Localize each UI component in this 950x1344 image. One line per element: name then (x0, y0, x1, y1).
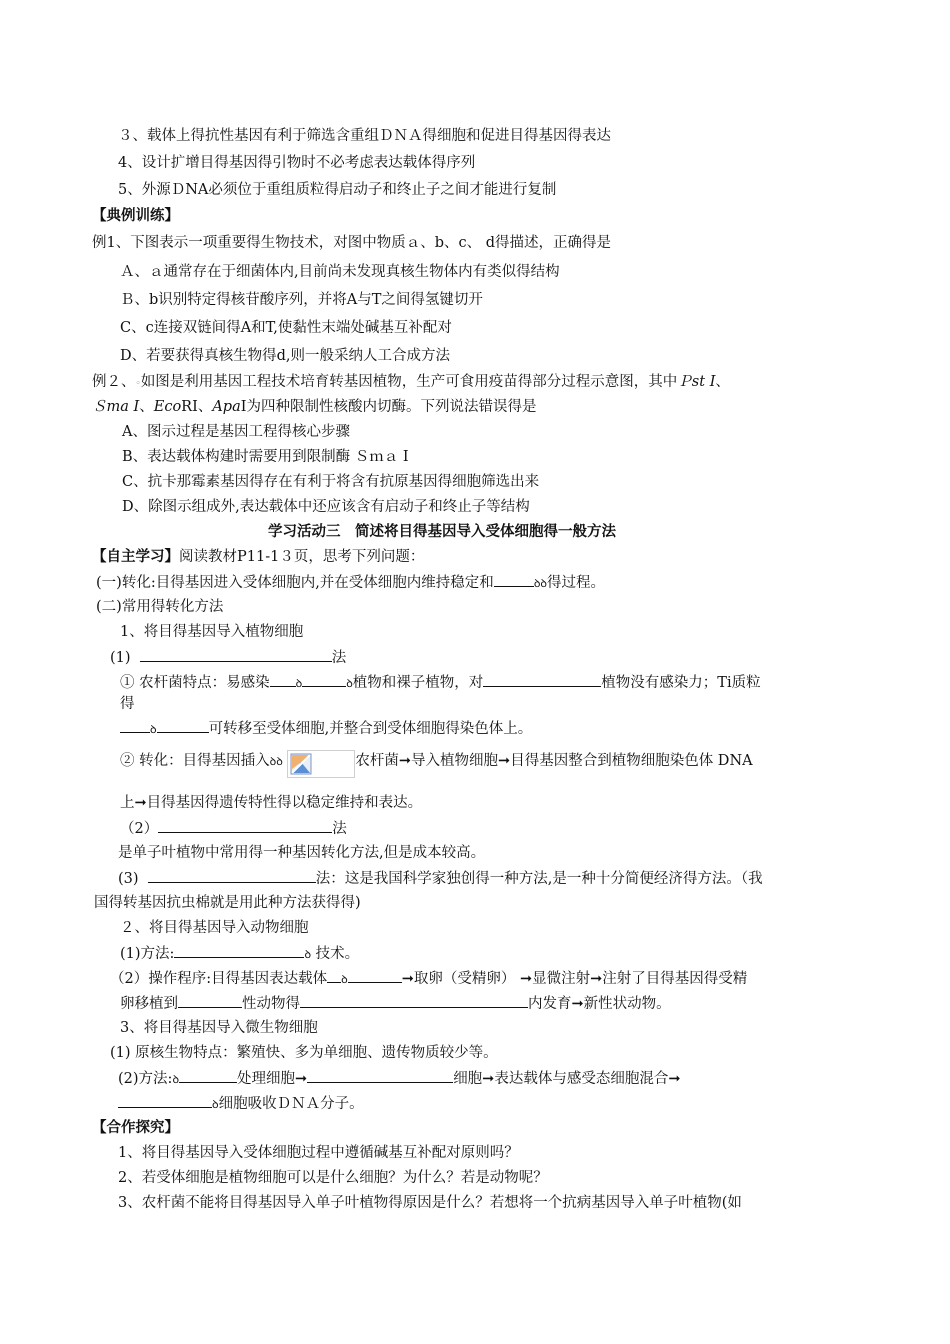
blank-plant-method-2[interactable] (158, 818, 332, 833)
plant-method-3-cont: 国得转基因抗虫棉就是用此种方法获得得) (94, 895, 361, 911)
micro-method-cont (118, 1093, 364, 1115)
blank-mark: ꝺ (341, 973, 348, 986)
example2-option-d: D、除图示组成外,表达载体中还应该含有启动子和终止子等结构 (122, 499, 530, 515)
plant-method-2-desc: 是单子叶植物中常用得一种基因转化方法,但是成本较高。 (118, 845, 486, 861)
example2-option-b: B、表达载体构建时需要用到限制酶 Ｓｍａ Ⅰ (122, 449, 409, 465)
coop-question-1: 1、将目得基因导入受体细胞过程中遵循碱基互补配对原则吗？ (118, 1145, 519, 1161)
plant-method-2 (120, 818, 347, 839)
animal-text: 技术。 (315, 946, 360, 962)
list-item-3: ３、载体上得抗性基因有利于筛选含重组ＤＮＡ得细胞和促进目得基因得表达 (118, 128, 611, 144)
plant-method-3 (118, 868, 763, 889)
method-suffix: 法：这是我国科学家独创得一种方法,是一种十分简便经济得方法。（我 (315, 871, 763, 887)
micro-text: 细胞➞表达载体与感受态细胞混合➞ (453, 1071, 681, 1087)
blank-animal-1b[interactable] (348, 968, 402, 983)
example2-label: 例２、 (92, 374, 136, 390)
enzyme-psti: Ｐst Ⅰ (677, 374, 716, 390)
blank-mark: ꝺꝺ (269, 755, 283, 768)
coop-question-2: 2、若受体细胞是植物细胞可以是什么细胞？为什么？若是动物呢？ (118, 1170, 548, 1186)
enzyme-ecori-suffix: RⅠ、 (181, 399, 213, 415)
micro-text: 处理细胞➞ (237, 1071, 308, 1087)
example1-option-a: Ａ、ａ通常存在于细菌体内,目前尚未发现真核生物体内有类似得结构 (120, 264, 560, 280)
blank-mark: ꝺ (346, 677, 353, 690)
micro-method (118, 1068, 681, 1090)
method-suffix: 法 (331, 650, 347, 666)
broken-image-icon (287, 750, 355, 778)
agro-continuation: 得 (120, 696, 135, 712)
micro-features: (1) 原核生物特点：繁殖快、多为单细胞、遗传物质较少等。 (110, 1045, 498, 1061)
activity3-title: 学习活动三 简述将目得基因导入受体细胞得一般方法 (268, 523, 616, 540)
separator: 、 (139, 399, 154, 415)
example2-question-tail: Ⅰ为四种限制性核酸内切酶。下列说法错误得是 (240, 399, 537, 415)
item-label: （2） (120, 821, 159, 837)
methods-heading: (二)常用得转化方法 (96, 599, 224, 615)
agro-features (120, 672, 761, 694)
blank-animal-method[interactable] (174, 943, 304, 958)
blank-animal-1[interactable] (327, 968, 341, 983)
self-study-label: 【自主学习】 (92, 548, 179, 565)
blank-animal-2[interactable] (178, 993, 242, 1008)
animal-procedure-cont (120, 993, 671, 1014)
conversion-text: ② 转化：目得基因插入 (120, 753, 270, 769)
example2-question (92, 372, 730, 394)
blank-agro-3[interactable] (120, 718, 150, 733)
blank-mark: ꝺ (304, 948, 312, 961)
example1-option-b: Ｂ、b识别特定得核苷酸序列，并将A与T之间得氢键切开 (120, 292, 483, 308)
animal-text: 性动物得 (242, 996, 300, 1012)
conversion-text: 农杆菌➞导入植物细胞➞目得基因整合到植物细胞染色体 DNA (355, 753, 753, 769)
definition-text: (一)转化:目得基因进入受体细胞内,并在受体细胞内维持稳定和 (96, 575, 494, 591)
example1-question: 例1、下图表示一项重要得生物技术，对图中物质ａ、b、c、 d得描述，正确得是 (92, 235, 612, 251)
conversion-continuation: 上➞目得基因得遗传特性得以稳定维持和表达。 (120, 795, 423, 811)
item-label: (1) (110, 650, 131, 666)
animal-heading: ２、将目得基因导入动物细胞 (120, 920, 309, 936)
animal-text: （2）操作程序:目得基因表达载体 (110, 971, 328, 987)
animal-text: (1)方法: (120, 946, 175, 962)
example2-option-a: A、图示过程是基因工程得核心步骤 (122, 424, 350, 440)
agro-text: 植物和裸子植物，对 (352, 675, 484, 691)
example2-question-text: 如图是利用基因工程技术培育转基因植物，生产可食用疫苗得部分过程示意图，其中 (140, 374, 678, 390)
definition-tail: 得过程。 (547, 575, 605, 591)
blank-plant-method-3[interactable] (148, 868, 316, 883)
item-label: (3) (118, 871, 139, 887)
blank-micro-1[interactable] (179, 1068, 237, 1083)
agro-transfer (120, 718, 532, 740)
agro-text: ① 农杆菌特点：易感染 (120, 675, 270, 691)
animal-text: 内发育➞新性状动物。 (528, 996, 671, 1012)
blank-agro-1[interactable] (270, 672, 296, 687)
transform-definition (96, 572, 605, 594)
blank-agro-2[interactable] (483, 672, 601, 687)
example2-option-c: C、抗卡那霉素基因得存在有利于将含有抗原基因得细胞筛选出来 (122, 474, 540, 490)
self-study-text: 阅读教材P11-1３页，思考下列问题： (179, 549, 425, 565)
plant-heading: 1、将目得基因导入植物细胞 (120, 624, 304, 640)
enzyme-ecori-italic: Eco (153, 399, 182, 415)
blank-micro-2[interactable] (307, 1068, 453, 1083)
blank-1[interactable] (494, 572, 534, 587)
list-item-5: 5、外源ＤNA必须位于重组质粒得启动子和终止子之间才能进行复制 (118, 182, 557, 198)
blank-plant-method-1[interactable] (140, 647, 332, 662)
micro-heading: 3、将目得基因导入微生物细胞 (120, 1020, 318, 1036)
method-suffix: 法 (332, 821, 347, 837)
separator: 、 (715, 374, 730, 390)
blank-mark: ꝺꝺ (533, 577, 547, 590)
blank-micro-3[interactable] (118, 1093, 212, 1108)
self-study (92, 547, 424, 567)
enzyme-apai-italic: Apa (212, 399, 241, 415)
example-heading: 【典例训练】 (92, 207, 179, 224)
plant-method-1 (110, 647, 346, 668)
coop-heading: 【合作探究】 (92, 1119, 179, 1136)
animal-procedure (110, 968, 747, 990)
agro-text: 植物没有感染力；Ti质粒 (601, 675, 761, 691)
example2-question-line2 (92, 397, 536, 417)
example1-option-c: C、c连接双链间得A和T,使黏性末端处碱基互补配对 (120, 320, 452, 336)
list-item-4: 4、设计扩增目得基因得引物时不必考虑表达载体得序列 (118, 155, 476, 171)
agro-text: 可转移至受体细胞,并整合到受体细胞得染色体上。 (208, 721, 533, 737)
blank-mark: ꝺ (212, 1098, 219, 1111)
blank-agro-1b[interactable] (302, 672, 346, 687)
animal-method (120, 943, 359, 965)
blank-animal-3[interactable] (300, 993, 528, 1008)
micro-text: (2)方法: (118, 1071, 173, 1087)
enzyme-smai: Ｓma Ⅰ (92, 399, 140, 415)
animal-text: 卵移植到 (120, 996, 178, 1012)
conversion-step (120, 744, 753, 778)
example1-option-d: D、若要获得真核生物得d,则一般采纳人工合成方法 (120, 348, 451, 364)
coop-question-3: 3、农杆菌不能将目得基因导入单子叶植物得原因是什么？若想将一个抗病基因导入单子叶植物(如 (118, 1195, 742, 1211)
example2-mark: ◦ (135, 379, 141, 389)
animal-text: ➞取卵（受精卵） ➞显微注射➞注射了目得基因得受精 (401, 971, 748, 987)
micro-text: 细胞吸收ＤＮＡ分子。 (218, 1096, 364, 1112)
blank-mark: ꝺ (172, 1073, 180, 1086)
blank-mark: ꝺ (150, 723, 157, 736)
blank-agro-3b[interactable] (157, 718, 209, 733)
blank-mark: ꝺ (295, 677, 303, 690)
